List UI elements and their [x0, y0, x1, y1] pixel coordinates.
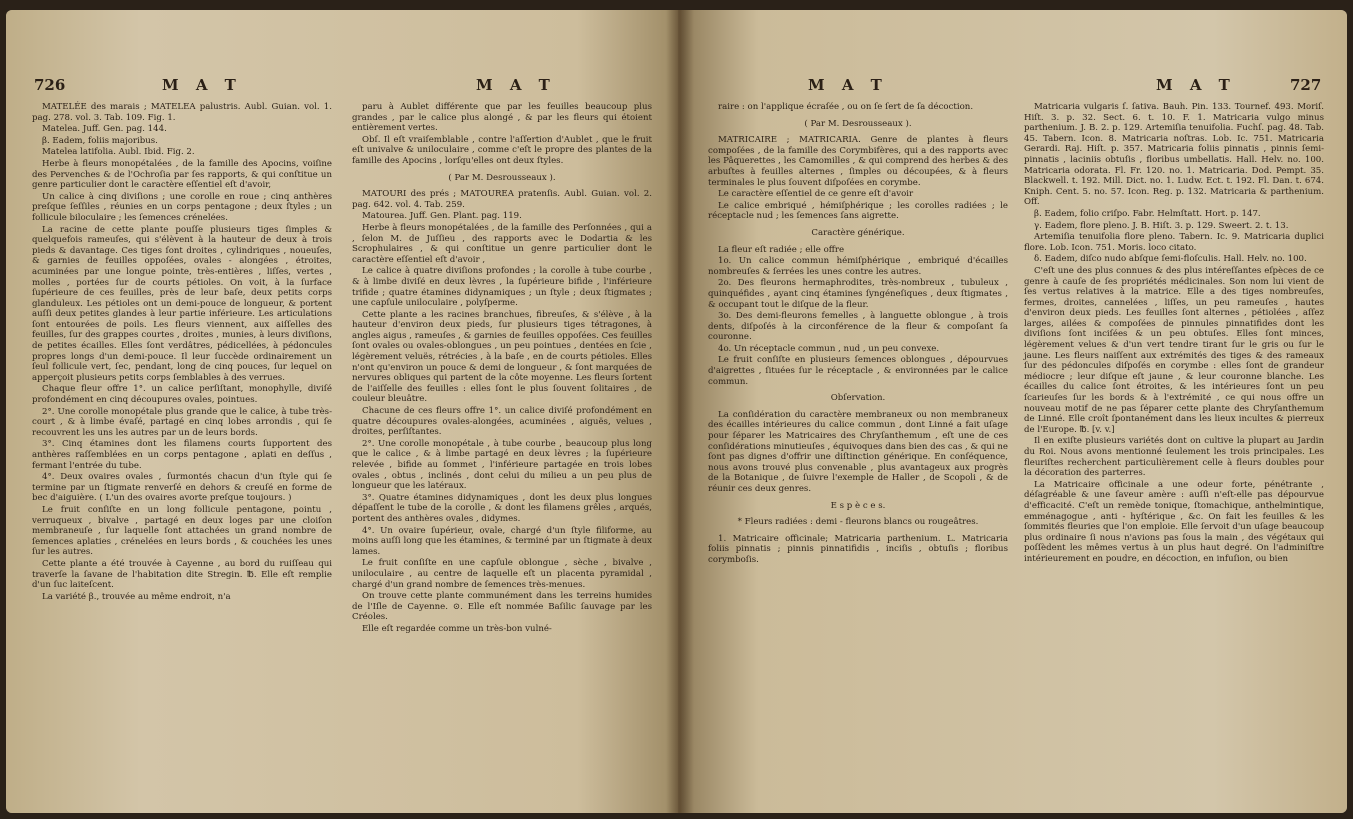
paragraph: E s p è c e s.	[830, 500, 886, 511]
paragraph: MATOURI des prés ; MATOUREA pratenſis. Aubl. Guian. vol. 2. pag. 642. vol. 4. Tab. 259.	[352, 189, 652, 210]
paragraph: paru à Aublet différente que par les feuilles beaucoup plus grandes , par le calice plus alongé , & par les fleurs qui étoient entièrement vertes.	[352, 102, 652, 134]
book-gutter	[666, 10, 694, 813]
paragraph: C'eſt une des plus connues & des plus intéreſſantes eſpèces de ce genre à cauſe de ſes propriétés médicinales. Son nom lui vient de ſes vertus relatives à la matrice. Elle a des tiges nombreuſes, fermes, droites, cannelées , liſſes, un peu rameuſes , hautes d'environ deux pieds. Les feuilles ſont alternes , pétiolées , aſſez larges, ailées & compoſées de pinnules pinnatifides dont les diviſions ſont inciſées & un peu obtuſes. Elles ſont minces, légèrement velues & d'un vert tendre tirant ſur le gris ou ſur le jaune. Les fleurs naiſſent aux extrémités des tiges & des rameaux ſur des pédoncules diſpoſés en corymbe : elles ſont de grandeur médiocre ; leur diſque eſt jaune , & leur couronne blanche. Les écailles du calice ſont étroites, & les intérieures ſont un peu ſcarieuſes ſur les bords & à l'extrémité , ce qui nous offre un nouveau motif de ne pas ſéparer cette plante des Chryſanthemum de Linné. Elle croît ſpontanément dans les lieux incultes & pierreux de l'Europe. ℔. [v. v.]	[1024, 265, 1324, 435]
paragraph: Matricaria vulgaris ſ. ſativa. Bauh. Pin. 133. Tournef. 493. Moriſ. Hiſt. 3. p. 32. Sect. 6. t. 10. F. 1. Matricaria vulgo minus parthenium. J. B. 2. p. 129. Artemiſia tenuifolia. Fuchſ. pag. 48. Tab. 45. Tabern. Icon. 8. Matricaria noſtras. Lob. Ic. 751. Matricaria Gerardi. Raj. Hiſt. p. 357. Matricaria foliis pinnatis , pinnis ſemi-pinnatis , laciniis obtuſis , floribus umbellatis. Hall. Helv. no. 100. Matricaria odorata. Fl. Fr. 120. no. 1. Matricaria. Dod. Pempt. 35. Blackwell. t. 192. Mill. Dict. no. 1. Ludw. Ect. t. 192. Fl. Dan. t. 674. Kniph. Cent. 5. no. 57. Icon. Reg. p. 132. Matricaria & parthenium. Off.	[1024, 102, 1324, 208]
running-head: M A T	[162, 76, 242, 94]
paragraph: Matelea latifolia. Aubl. Ibid. Fig. 2.	[42, 147, 195, 158]
paragraph: 1o. Un calice commun hémiſphérique , embriqué d'écailles nombreuſes & ſerrées les unes contre les autres.	[708, 256, 1008, 277]
text-column-1	[708, 102, 1008, 567]
paragraph: Cette plante a les racines branchues, fibreuſes, & s'élève , à la hauteur d'environ deux pieds, ſur plusieurs tiges tétragones, à angles aigus , rameuſes , & garnies de feuilles oppoſées. Ces feuilles ſont ovales ou ovales-oblongues , un peu pointues , dentées en ſcie , légèrement veluës, rétrécies , à la baſe , en de courts pétioles. Elles n'ont qu'environ un pouce & demi de longueur , & ſont marquées de nervures obliques qui partent de la côte moyenne. Les fleurs ſortent de l'aiſſelle des feuilles : elles ſont le plus ſouvent ſolitaires , de couleur bleuâtre.	[352, 309, 652, 405]
paragraph: 4o. Un réceptacle commun , nud , un peu convexe.	[718, 343, 940, 354]
paragraph: ( Par M. Desrousseaux ).	[448, 172, 556, 183]
left-page	[6, 10, 678, 813]
paragraph: Cette plante a été trouvée à Cayenne , au bord du ruiſſeau qui traverſe la ſavane de l'habitation dite Stregin. ℔. Elle eſt remplie d'un ſuc laiteſcent.	[32, 558, 332, 591]
paragraph: γ. Eadem, flore pleno. J. B. Hiſt. 3. p. 129. Sweert. 2. t. 13.	[1034, 220, 1289, 231]
page-number: 727	[1290, 76, 1322, 94]
text-column-2	[1024, 102, 1324, 566]
paragraph: Le calice embriqué , hémiſphérique ; les corolles radiées ; le réceptacle nud ; les ſemences ſans aigrette.	[708, 200, 1008, 222]
paragraph: 4°. Un ovaire ſupérieur, ovale, chargé d'un ſtyle filiforme, au moins auſſi long que les étamines, & terminé par un ſtigmate à deux lames.	[352, 525, 652, 557]
paragraph: 4°. Deux ovaires ovales , ſurmontés chacun d'un ſtyle qui ſe termine par un ſtigmate renverſé en dehors & creuſé en forme de bec d'aiguière. ( L'un des ovaires avorte preſque toujours. )	[32, 472, 332, 504]
paragraph: 3o. Des demi-fleurons femelles , à languette oblongue , à trois dents, diſpoſés à la circonférence de la fleur & compoſant ſa couronne.	[708, 311, 1008, 343]
paragraph: Caractère générique.	[811, 227, 905, 238]
paragraph: 2°. Une corolle monopétale plus grande que le calice, à tube très-court , & à limbe évaſé, partagé en cinq lobes arrondis , qui ſe recouvrent les uns les autres par un de leurs bords.	[32, 406, 332, 438]
paragraph: MATRICAIRE ; MATRICARIA. Genre de plantes à fleurs compoſées , de la famille des Corymbifères, qui a des rapports avec les Pâquerettes , les Camomilles , & qui comprend des herbes & des arbuſtes à feuilles alternes , ſimples ou découpées, & à fleurs terminales le plus ſouvent diſpoſées en corymbe.	[708, 135, 1008, 188]
paragraph: La variété β., trouvée au même endroit, n'a	[42, 591, 231, 602]
paragraph: 3°. Cinq étamines dont les filamens courts ſupportent des anthères raſſemblées en un corps pentagone , aplati en deſſus , fermant l'entrée du tube.	[32, 439, 332, 471]
page-number: 726	[34, 76, 66, 94]
paragraph: Le calice à quatre diviſions profondes ; la corolle à tube courbe , & à limbe diviſé en deux lèvres , la ſupérieure bifide , l'inférieure trifide ; quatre étamines didynamiques ; un ſtyle ; deux ſtigmates ; une capſule uniloculaire , polyſperme.	[352, 266, 652, 309]
paragraph: δ. Eadem, diſco nudo abſque ſemi-floſculis. Hall. Helv. no. 100.	[1034, 254, 1307, 265]
paragraph: * Fleurs radiées : demi - fleurons blancs ou rougeâtres.	[737, 517, 979, 528]
paragraph: Obſ. Il eſt vraiſemblable , contre l'aſſertion d'Aublet , que le fruit eſt univalve & uniloculaire , comme c'eſt le propre des plantes de la famille des Apocins , lorſqu'elles ont deux ſtyles.	[352, 134, 652, 166]
text-column-1	[32, 102, 332, 603]
paragraph: Herbe à fleurs monopétalées , de la famille des Apocins, voiſine des Pervenches & de l'Ochroſia par ſes rapports, & qui conſtitue un genre particulier dont le caractère eſſentiel eſt d'avoir,	[32, 158, 332, 191]
paragraph: Matelea. Juff. Gen. pag. 144.	[42, 124, 167, 135]
paragraph: ( Par M. Desrousseaux ).	[804, 118, 912, 129]
running-head-right: M A T	[1156, 76, 1236, 94]
paragraph: Un calice à cinq diviſions ; une corolle en roue ; cinq anthères preſque ſeſſiles , réunies en un corps pentagone ; deux ſtyles ; un follicule biloculaire ; les ſemences crénelées.	[32, 191, 332, 223]
paragraph: β. Eadem, folio criſpo. Fabr. Helmſtatt. Hort. p. 147.	[1034, 208, 1261, 219]
paragraph: Le fruit conſiſte en plusieurs ſemences oblongues , dépourvues d'aigrettes , ſituées ſur le réceptacle , & environnées par le calice commun.	[708, 355, 1008, 387]
paragraph: 3°. Quatre étamines didynamiques , dont les deux plus longues dépaſſent le tube de la corolle , & dont les filamens grêles , arqués, portent des anthères ovales , didymes.	[352, 492, 652, 524]
paragraph: La conſidération du caractère membraneux ou non membraneux des écailles intérieures du calice commun , dont Linné a fait uſage pour ſéparer les Matricaires des Chryſanthemum , eſt une de ces conſidérations minutieuſes , équivoques dans bien des cas , & qui ne ſont pas dignes d'offrir une diſtinction générique. En conſéquence, nous avons trouvé plus convenable , plus avantageux aux progrès de la Botanique , de ſuivre l'exemple de Haller , de Scopoli , & de réunir ces deux genres.	[708, 409, 1008, 494]
paragraph: Elle eſt regardée comme un très-bon vulné-	[362, 623, 552, 634]
paragraph: 2o. Des fleurons hermaphrodites, très-nombreux , tubuleux , quinquéfides , ayant cinq étamines ſyngéneſiques , deux ſtigmates , & occupant tout le diſque de la fleur.	[708, 278, 1008, 310]
paragraph: Le fruit conſiſte en une capſule oblongue , sèche , bivalve , uniloculaire , au centre de laquelle eſt un placenta pyramidal , chargé d'un grand nombre de ſemences très-menues.	[352, 558, 652, 590]
running-head-right: M A T	[476, 76, 556, 94]
paragraph: La racine de cette plante pouſſe plusieurs tiges ſimples & quelquefois rameuſes, qui s'élèvent à la hauteur de deux à trois pieds & davantage. Ces tiges ſont droites , cylindriques , noueuſes, & garnies de feuilles oppoſées, ovales - alongées , étroites, acuminées par une longue pointe, très-entières , liſſes, vertes , molles , portées ſur de courts pétioles. On voit, à la ſurface ſupérieure de ces feuilles, près de leur baſe, deux petits corps glanduleux. Les pétioles ont un demi-pouce de longueur, & portent auſſi deux petites glandes à leur partie inférieure. Les articulations ſont entourées de poils. Les fleurs viennent, aux aiſſelles des feuilles, ſur des grappes courtes , droites , munies, à leurs diviſions, de petites écailles. Elles ſont verdâtres, pédicellées, à pédoncules propres longs d'un demi-pouce. Il leur ſuccède ordinairement un ſeul follicule vert, ſec, pendant, long de cinq pouces, ſur lequel on apperçoit plusieurs petits corps ſemblables à des verrues.	[32, 224, 332, 383]
paragraph: La Matricaire officinale a une odeur forte, pénétrante , déſagréable & une ſaveur amère : auſſi n'eſt-elle pas dépourvue d'efficacité. C'eſt un remède tonique, ſtomachique, anthelmintique, emménagogue , anti - hyſtérique , &c. On fait les feuilles & les ſommités fleuries que l'on emploie. Elle ſervoit d'un uſage beaucoup plus ordinaire ſi nous n'avions pas ſous la main , des végétaux qui poſſèdent les mêmes vertus à un plus haut degré. On l'adminiſtre intérieurement en poudre, en décoction, en infuſion, ou bien	[1024, 479, 1324, 564]
text-column-2	[352, 102, 652, 636]
right-page	[678, 10, 1347, 813]
paragraph: Artemiſia tenuifolia flore pleno. Tabern. Ic. 9. Matricaria duplici flore. Lob. Icon. 751. Moris. loco citato.	[1024, 232, 1324, 253]
paragraph: 1. Matricaire officinale; Matricaria parthenium. L. Matricaria foliis pinnatis ; pinnis pinnatifidis , inciſis , obtuſis ; floribus corymboſis.	[708, 533, 1008, 565]
paragraph: 2°. Une corolle monopétale , à tube courbe , beaucoup plus long que le calice , & à limbe partagé en deux lèvres ; la ſupérieure relevée , bifide au ſommet , l'inférieure partagée en trois lobes ovales , obtus , inclinés , dont celui du milieu a un peu plus de longueur que les latéraux.	[352, 438, 652, 492]
paragraph: Herbe à fleurs monopétalées , de la famille des Perſonnées , qui a , ſelon M. de Juſſieu , des rapports avec le Dodartia & les Scrophulaires , & qui conſtitue un genre particulier dont le caractère eſſentiel eſt d'avoir ,	[352, 222, 652, 265]
paragraph: On trouve cette plante communément dans les terreins humides de l'Iſle de Cayenne. ⊙. Elle eſt nommée Baſilic ſauvage par les Créoles.	[352, 591, 652, 623]
paragraph: raire : on l'applique écraſée , ou on ſe ſert de ſa décoction.	[718, 102, 974, 112]
paragraph: Il en exiſte plusieurs variétés dont on cultive la plupart au Jardin du Roi. Nous avons mentionné ſeulement les trois principales. Les fleuriſtes recherchent particulièrement celle à fleurs doubles pour la décoration des parterres.	[1024, 436, 1324, 479]
book-spread	[6, 10, 1347, 813]
paragraph: La fleur eſt radiée ; elle offre	[718, 244, 845, 255]
paragraph: Chacune de ces fleurs offre 1°. un calice diviſé profondément en quatre découpures ovales-alongées, acuminées , aiguës, velues , droites, perſiſtantes.	[352, 406, 652, 438]
paragraph: β. Eadem, foliis majoribus.	[42, 135, 158, 146]
paragraph: Le fruit conſiſte en un long follicule pentagone, pointu , verruqueux , bivalve , partagé en deux loges par une cloiſon membraneuſe , ſur laquelle ſont attachées un grand nombre de ſemences aplaties , crénelées en leurs bords , & couchées les unes ſur les autres.	[32, 504, 332, 558]
paragraph: Chaque fleur offre 1°. un calice perſiſtant, monophylle, diviſé profondément en cinq découpures ovales, pointues.	[32, 384, 332, 406]
paragraph: Obſervation.	[830, 393, 886, 404]
paragraph: Le caractère eſſentiel de ce genre eſt d'avoir	[718, 189, 914, 200]
paragraph: MATELÉE des marais ; MATELEA palustris. Aubl. Guian. vol. 1. pag. 278. vol. 3. Tab. 109. Fig. 1.	[32, 102, 332, 123]
paragraph: Matourea. Juff. Gen. Plant. pag. 119.	[362, 211, 522, 222]
running-head: M A T	[808, 76, 888, 94]
